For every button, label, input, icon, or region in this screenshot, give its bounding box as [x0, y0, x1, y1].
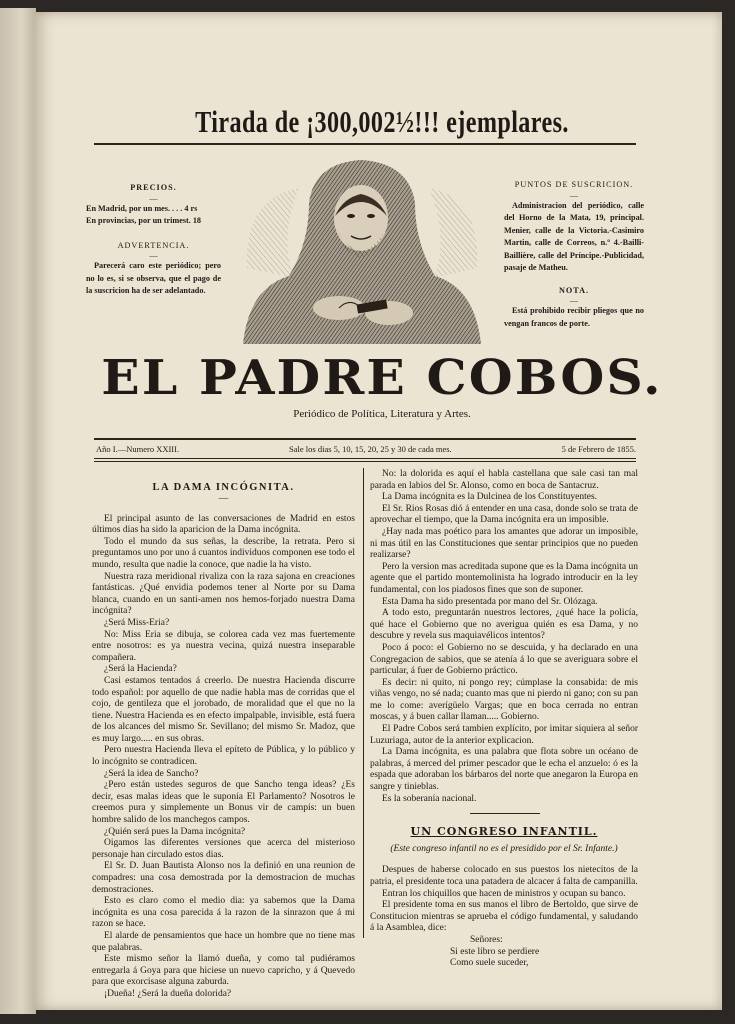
- dateline-rule: [94, 458, 636, 459]
- dama-right-paragraph: A todo esto, preguntarán nuestros lectores, ¿qué hace la policía, qué hace el Gobierno que no averigua quién es esa Dama, y no descubre y revela sus maquiavélicos intentos?: [370, 608, 638, 642]
- advertencia-title: ADVERTENCIA.: [117, 240, 190, 250]
- nota-title: NOTA.: [558, 285, 590, 295]
- dama-left-paragraph: ¡Dueña! ¿Será la dueña dolorida?: [104, 988, 232, 999]
- adjacent-page-edge: [0, 8, 36, 1014]
- dama-right-paragraph: El Padre Cobos será tambien explícito, por imitar siquiera al señor Luzuriaga, autor de la anterior explicacion.: [370, 724, 638, 746]
- dama-left-paragraph: Oigamos las diferentes versiones que acerca del misterioso personaje han circulado estos dias.: [92, 838, 355, 860]
- dama-right-paragraph: Pero la version mas acreditada supone que es la Dama incógnita un agente que el partido montemolinista ha logrado introducir en la ley fundamental, con los piadosos fines que son de suponer.: [370, 561, 638, 595]
- dama-left-paragraph: El principal asunto de las conversaciones de Madrid en estos últimos dias ha sido la aparicion de la Dama incógnita.: [92, 513, 355, 536]
- newspaper-title: EL PADRE COBOS.: [101, 350, 663, 406]
- congreso-paragraph: Despues de haberse colocado en sus puestos los nietecitos de la patria, el presidente toca una patadera de alcacer á falta de campanilla.: [370, 865, 638, 887]
- dateline-rule-double: [94, 461, 636, 462]
- dama-right-paragraph: Es la soberanía nacional.: [382, 793, 477, 804]
- verse-line: Si este libro se perdiere: [450, 946, 540, 957]
- price-madrid: En Madrid, por un mes. . . . 4 rs: [86, 203, 198, 213]
- dama-left-paragraph: Pero nuestra Hacienda lleva el epíteto de Pública, y lo público y lo incógnito se contradicen.: [92, 745, 355, 768]
- dama-left-paragraph: ¿Será Miss-Eria?: [104, 617, 170, 628]
- dama-left-paragraph: El Sr. D. Juan Bautista Alonso nos la definió en una reunion de compadres: una cosa demostrada por la demostracion de muchas demostraciones.: [92, 861, 355, 895]
- verse-line: Señores:: [470, 934, 503, 945]
- verse-block: [450, 935, 638, 970]
- friar-engraving: [239, 158, 485, 344]
- print-run-headline: Tirada de ¡300,002½!!! ejemplares.: [195, 104, 569, 139]
- left-column: LA DAMA INCÓGNITA. — El principal asunto de las conversaciones de Madrid en estos últimos dias ha sido la aparicion de la Dama incógnita. Todo el mundo da sus señas, la describe, la retrata. Pero si preguntamos uno por uno á cuantos individuos componen ese todo el mundo, resulta que nadie la conoce, que nadie la ha visto. Nuestra raza meridional rivaliza con la raza sajona en creaciones fantásticas. ¿Qué envidia podemos tener al Norte por su Dama blanca, cuando en un santi-amen nos hemos-forjado nuestra Dama incógnita? ¿Será Miss-Eria? No: Miss Eria se dibuja, se colorea cada vez mas fuertemente entre nosotros: es ya nuestra vecina, quizá nuestra inseparable compañera. ¿Será la Hacienda? Casi estamos tentados á creerlo. De nuestra Hacienda discurre todo español: por aquello de que nadie habla mas de corridas que el cojo, de gentileza que el jorobado, de moralidad que el que no la tiene. Nuestra Hacienda es en efecto impalpable, invisible, está fuera de los alcances del mismo Sr. Sevillano; del mismo Sr. Madoz, que es muy largo..... en sus obras. Pero nuestra Hacienda lleva el epíteto de Pública, y lo público y lo incógnito se contradicen. ¿Será la idea de Sancho? ¿Pero están ustedes seguros de que Sancho tenga ideas? ¿Es decir, esas malas ideas que le suponía El Parlamento? Nosotros le creemos pura y simplemente un Bonus vir de campis: un buen hombre salido de los manchegos campos. ¿Quién será pues la Dama incógnita? Oigamos las diferentes versiones que acerca del misterioso personaje han circulado estos dias. El Sr. D. Juan Bautista Alonso nos la definió en una reunion de compadres: una cosa demostrada por la demostracion de muchas demostraciones. Esto es claro como el medio dia: ya sabemos que la Dama incógnita es una cosa parecida á la razon de la sinrazon que á mi razon se hace. El alarde de pensamientos que hace un hombre que no tiene mas que palabras. Este mismo señor la llamó dueña, y como tal pudiéramos entregarla á Goya para que hiciese un nuevo capricho, y á Quevedo para que exorcisase alguna zaburda. ¡Dueña! ¿Será la dueña dolorida?: [92, 482, 355, 999]
- dama-right-paragraph: ¿Hay nada mas poético para los amantes que adorar un imposible, ni mas útil en las Constituciones que sentar principios que no pueden realizarse?: [370, 526, 638, 561]
- article-congreso-text: [370, 865, 638, 935]
- verse-line: Como suele suceder,: [450, 958, 529, 969]
- issue-date: 5 de Febrero de 1855.: [561, 444, 636, 454]
- dama-right-paragraph: Es decir: ni quito, ni pongo rey; cúmplase la consabida: de mis viñas vengo, no sé nada; cuanto mas que ni pierdo ni gano; con su pan me lo come: averígüelo Vargas; que en boca cerrada no entran moscas, y á buen callar llaman..... Gobierno.: [370, 677, 638, 723]
- dama-left-paragraph: ¿Será la idea de Sancho?: [104, 768, 199, 779]
- article-separator: [470, 813, 540, 814]
- article-title-congreso: UN CONGRESO INFANTIL.: [410, 825, 598, 839]
- right-column: [370, 469, 638, 970]
- right-info-box: PUNTOS DE SUSCRICION. — Administracion del periódico, calle del Horno de la Mata, 19, principal. Menier, calle de la Victoria.-Casimiro Martin, calle de Correos, n.º 4.-Bailli-Baillière, calle del Príncipe.-Publicidad, pasaje de Matheu. NOTA. — Está prohibido recibir pliegos que no vengan francos de porte.: [504, 179, 644, 330]
- advertencia-text: Parecerá caro este periódico; pero no lo es, si se observa, que el pago de la suscricion ha de ser adelantado.: [86, 261, 221, 295]
- nota-text: Está prohibido recibir pliegos que no vengan francos de porte.: [504, 306, 644, 328]
- congreso-paragraph: El presidente toma en sus manos el libro de Bertoldo, que sirve de Constitucion mientras se aprueba el código fundamental, y saludando á la Asamblea, dice:: [370, 900, 638, 934]
- dama-right-paragraph: Esta Dama ha sido presentada por mano del Sr. Olózaga.: [382, 596, 598, 607]
- price-provinces: En provincias, por un trimest. 18: [86, 216, 202, 225]
- article-subtitle-congreso: (Este congreso infantil no es el presidido por el Sr. Infante.): [390, 843, 618, 854]
- dama-left-paragraph: ¿Pero están ustedes seguros de que Sancho tenga ideas? ¿Es decir, esas malas ideas que le suponía El Parlamento? Nosotros le creemos pura y simplemente un Bonus vir de campis: un buen hombre salido de los manchegos campos.: [92, 780, 355, 826]
- dama-left-paragraph: El alarde de pensamientos que hace un hombre que no tiene mas que palabras.: [92, 930, 355, 953]
- puntos-title: PUNTOS DE SUSCRICION.: [514, 180, 634, 189]
- dateline-top-rule: [94, 438, 636, 440]
- puntos-text: Administracion del periódico, calle del Horno de la Mata, 19, principal. Menier, calle de la Victoria.-Casimiro Martin, calle de Correos, n.º 4.-Bailli-Baillière, calle del Príncipe.-Publicidad, pasaje de Matheu.: [504, 200, 644, 272]
- dama-right-paragraph: La Dama incógnita es la Dulcinea de los Constituyentes.: [382, 492, 598, 503]
- header-rule: [94, 143, 636, 145]
- precios-title: PRECIOS.: [130, 183, 177, 192]
- dama-right-paragraph: Poco á poco: el Gobierno no se descuida, y ha declarado en una Congregacion de sabios, que se atenía á lo que se averiguara sobre el particular, á fuer de Gobierno práctico.: [370, 642, 638, 677]
- dama-left-paragraph: ¿Quién será pues la Dama incógnita?: [104, 826, 246, 837]
- dama-left-paragraph: Todo el mundo da sus señas, la describe, la retrata. Pero si preguntamos uno por uno á cuantos individuos componen ese todo el mundo, resulta que nadie la conoce, que nadie la ha visto.: [92, 536, 355, 570]
- dateline: [96, 444, 636, 454]
- issue-number: Año I.—Numero XXIII.: [96, 444, 180, 454]
- newspaper-subtitle: Periódico de Política, Literatura y Artes.: [293, 408, 471, 420]
- dama-left-paragraph: Esto es claro como el medio dia: ya sabemos que la Dama incógnita es una cosa parecida á la razon de la sinrazon que á mi razon se hace.: [92, 896, 355, 930]
- left-info-box: PRECIOS. — En Madrid, por un mes. . . . 4 rs En provincias, por un trimest. 18 ADVERTENCIA. — Parecerá caro este periódico; pero no lo es, si se observa, que el pago de la suscricion ha de ser adelantado.: [86, 182, 221, 298]
- dama-left-paragraph: Este mismo señor la llamó dueña, y como tal pudiéramos entregarla á Goya para que hiciese un nuevo capricho, y á Quevedo para que exorcisase alguna zaburda.: [92, 954, 355, 988]
- newspaper-page: [34, 12, 722, 1010]
- dama-right-paragraph: La Dama incógnita, es una palabra que flota sobre un océano de palabras, á merced del primer pescador que le echa el anzuelo: ó es la espada que adoraban los bárbaros del norte que anegaron la Europa en sangre y tinieblas.: [370, 747, 638, 793]
- column-divider: [363, 468, 364, 938]
- dama-right-paragraph: No: la dolorida es aquí el habla castellana que sale casi tan mal parada en labios del Sr. Alonso, como en boca de Santacruz.: [370, 469, 638, 491]
- dama-right-paragraph: El Sr. Rios Rosas dió á entender en una casa, donde solo se trata de aprovechar el tiempo, que la Dama incógnita era un imposible.: [370, 503, 638, 526]
- dama-left-paragraph: Nuestra raza meridional rivaliza con la raza sajona en creaciones fantásticas. ¿Qué envidia podemos tener al Norte por su Dama blanca, cuando en un santi-amen nos hemos-forjado nuestra Dama incógnita?: [92, 571, 355, 617]
- article-dama-left-text: [92, 514, 355, 1001]
- article-title-dama: LA DAMA INCÓGNITA.: [152, 482, 295, 493]
- dama-left-paragraph: ¿Será la Hacienda?: [104, 664, 177, 675]
- dama-left-paragraph: No: Miss Eria se dibuja, se colorea cada vez mas fuertemente entre nosotros: es ya nuestra vecina, quizá nuestra inseparable compañera.: [92, 629, 355, 663]
- publication-schedule: Sale los dias 5, 10, 15, 20, 25 y 30 de cada mes.: [289, 444, 452, 454]
- congreso-paragraph: Entran los chiquillos que hacen de ministros y ocupan su banco.: [382, 888, 626, 899]
- dama-left-paragraph: Casi estamos tentados á creerlo. De nuestra Hacienda discurre todo español: por aquello de que nadie habla mas de corridas que el cojo, de gentileza que el jorobado, de moralidad que el que no la tiene. Nuestra Hacienda es en efecto impalpable, invisible, está fuera de los alcances del mismo Sr. Sevillano; del mismo Sr. Madoz, que es muy largo..... en sus obras.: [92, 675, 355, 744]
- article-dama-right-text: [370, 469, 638, 805]
